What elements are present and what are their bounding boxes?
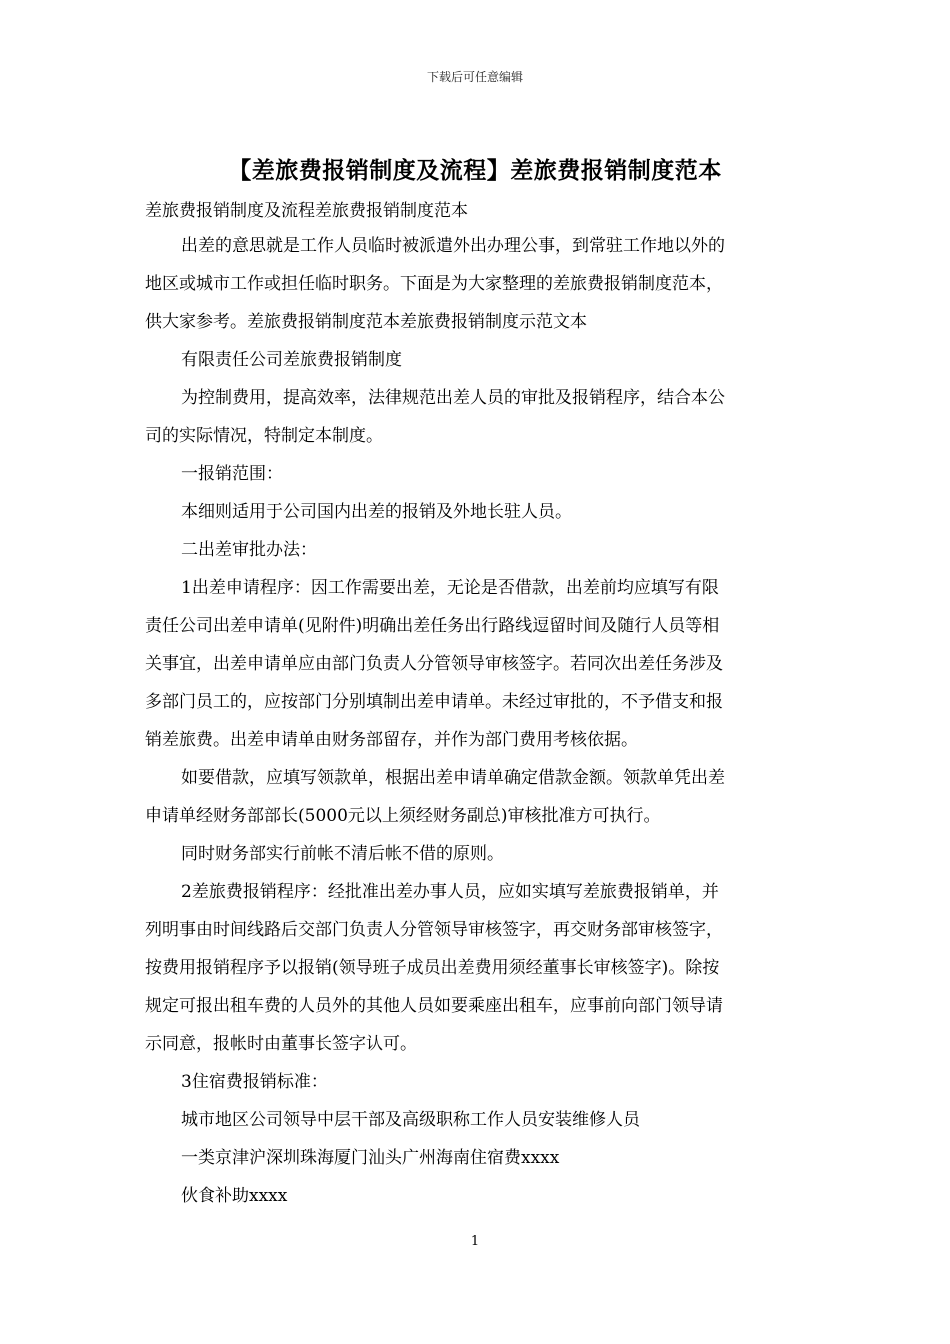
paragraph — [145, 493, 807, 531]
paragraph — [145, 569, 807, 759]
paragraph-line: 规定可报出租车费的人员外的其他人员如要乘座出租车，应事前向部门领导请 — [145, 996, 723, 1016]
page-number: 1 — [470, 1234, 480, 1249]
paragraph-line: 多部门员工的，应按部门分别填制出差申请单。未经过审批的，不予借支和报 — [145, 692, 723, 712]
paragraph-line: 二出差审批办法： — [181, 540, 317, 560]
paragraph — [145, 1139, 807, 1177]
paragraph-line: 供大家参考。差旅费报销制度范本差旅费报销制度示范文本 — [145, 312, 587, 332]
paragraph-line: 有限责任公司差旅费报销制度 — [181, 350, 402, 370]
paragraph-line: 伙食补助xxxx — [181, 1186, 288, 1206]
paragraph — [145, 1063, 807, 1101]
paragraph-line: 申请单经财务部部长(5000元以上须经财务副总)审核批准方可执行。 — [145, 806, 661, 826]
paragraph — [145, 379, 807, 455]
paragraph-line: 地区或城市工作或担任临时职务。下面是为大家整理的差旅费报销制度范本， — [145, 274, 723, 294]
paragraph-line: 本细则适用于公司国内出差的报销及外地长驻人员。 — [181, 502, 572, 522]
header-note: 下载后可任意编辑 — [426, 70, 523, 84]
paragraph — [145, 759, 807, 835]
paragraph — [145, 455, 807, 493]
paragraph-line: 出差的意思就是工作人员临时被派遣外出办理公事，到常驻工作地以外的 — [181, 236, 725, 256]
paragraph-line: 3住宿费报销标准： — [181, 1072, 328, 1092]
paragraph-line: 城市地区公司领导中层干部及高级职称工作人员安装维修人员 — [181, 1110, 640, 1130]
paragraph-line: 示同意，报帐时由董事长签字认可。 — [145, 1034, 417, 1054]
paragraph — [145, 531, 807, 569]
paragraph-line: 关事宜，出差申请单应由部门负责人分管领导审核签字。若同次出差任务涉及 — [145, 654, 723, 674]
paragraph-line: 2差旅费报销程序：经批准出差办事人员，应如实填写差旅费报销单，并 — [181, 882, 719, 902]
paragraph-line: 列明事由时间线路后交部门负责人分管领导审核签字，再交财务部审核签字， — [145, 920, 723, 940]
paragraph-line: 为控制费用，提高效率，法律规范出差人员的审批及报销程序，结合本公 — [181, 388, 725, 408]
paragraph-line: 责任公司出差申请单(见附件)明确出差任务出行路线逗留时间及随行人员等相 — [145, 616, 720, 636]
document-title: 【差旅费报销制度及流程】差旅费报销制度范本 — [228, 157, 722, 184]
paragraph — [145, 227, 807, 341]
paragraph — [145, 1177, 807, 1215]
paragraph — [145, 873, 807, 1063]
paragraph-line: 一类京津沪深圳珠海厦门汕头广州海南住宿费xxxx — [181, 1148, 560, 1168]
paragraph — [145, 1101, 807, 1139]
paragraph-line: 司的实际情况，特制定本制度。 — [145, 426, 383, 446]
paragraph-line: 销差旅费。出差申请单由财务部留存，并作为部门费用考核依据。 — [145, 730, 638, 750]
paragraph-list — [145, 227, 807, 1215]
paragraph-line: 同时财务部实行前帐不清后帐不借的原则。 — [181, 844, 504, 864]
paragraph-line: 如要借款，应填写领款单，根据出差申请单确定借款金额。领款单凭出差 — [181, 768, 725, 788]
paragraph-line: 按费用报销程序予以报销(领导班子成员出差费用须经董事长审核签字)。除按 — [145, 958, 720, 978]
paragraph-line: 一报销范围： — [181, 464, 283, 484]
paragraph-line: 1出差申请程序：因工作需要出差，无论是否借款，出差前均应填写有限 — [181, 578, 719, 598]
paragraph — [145, 835, 807, 873]
document-subtitle: 差旅费报销制度及流程差旅费报销制度范本 — [145, 201, 468, 221]
paragraph — [145, 341, 807, 379]
document-body — [145, 195, 807, 1215]
